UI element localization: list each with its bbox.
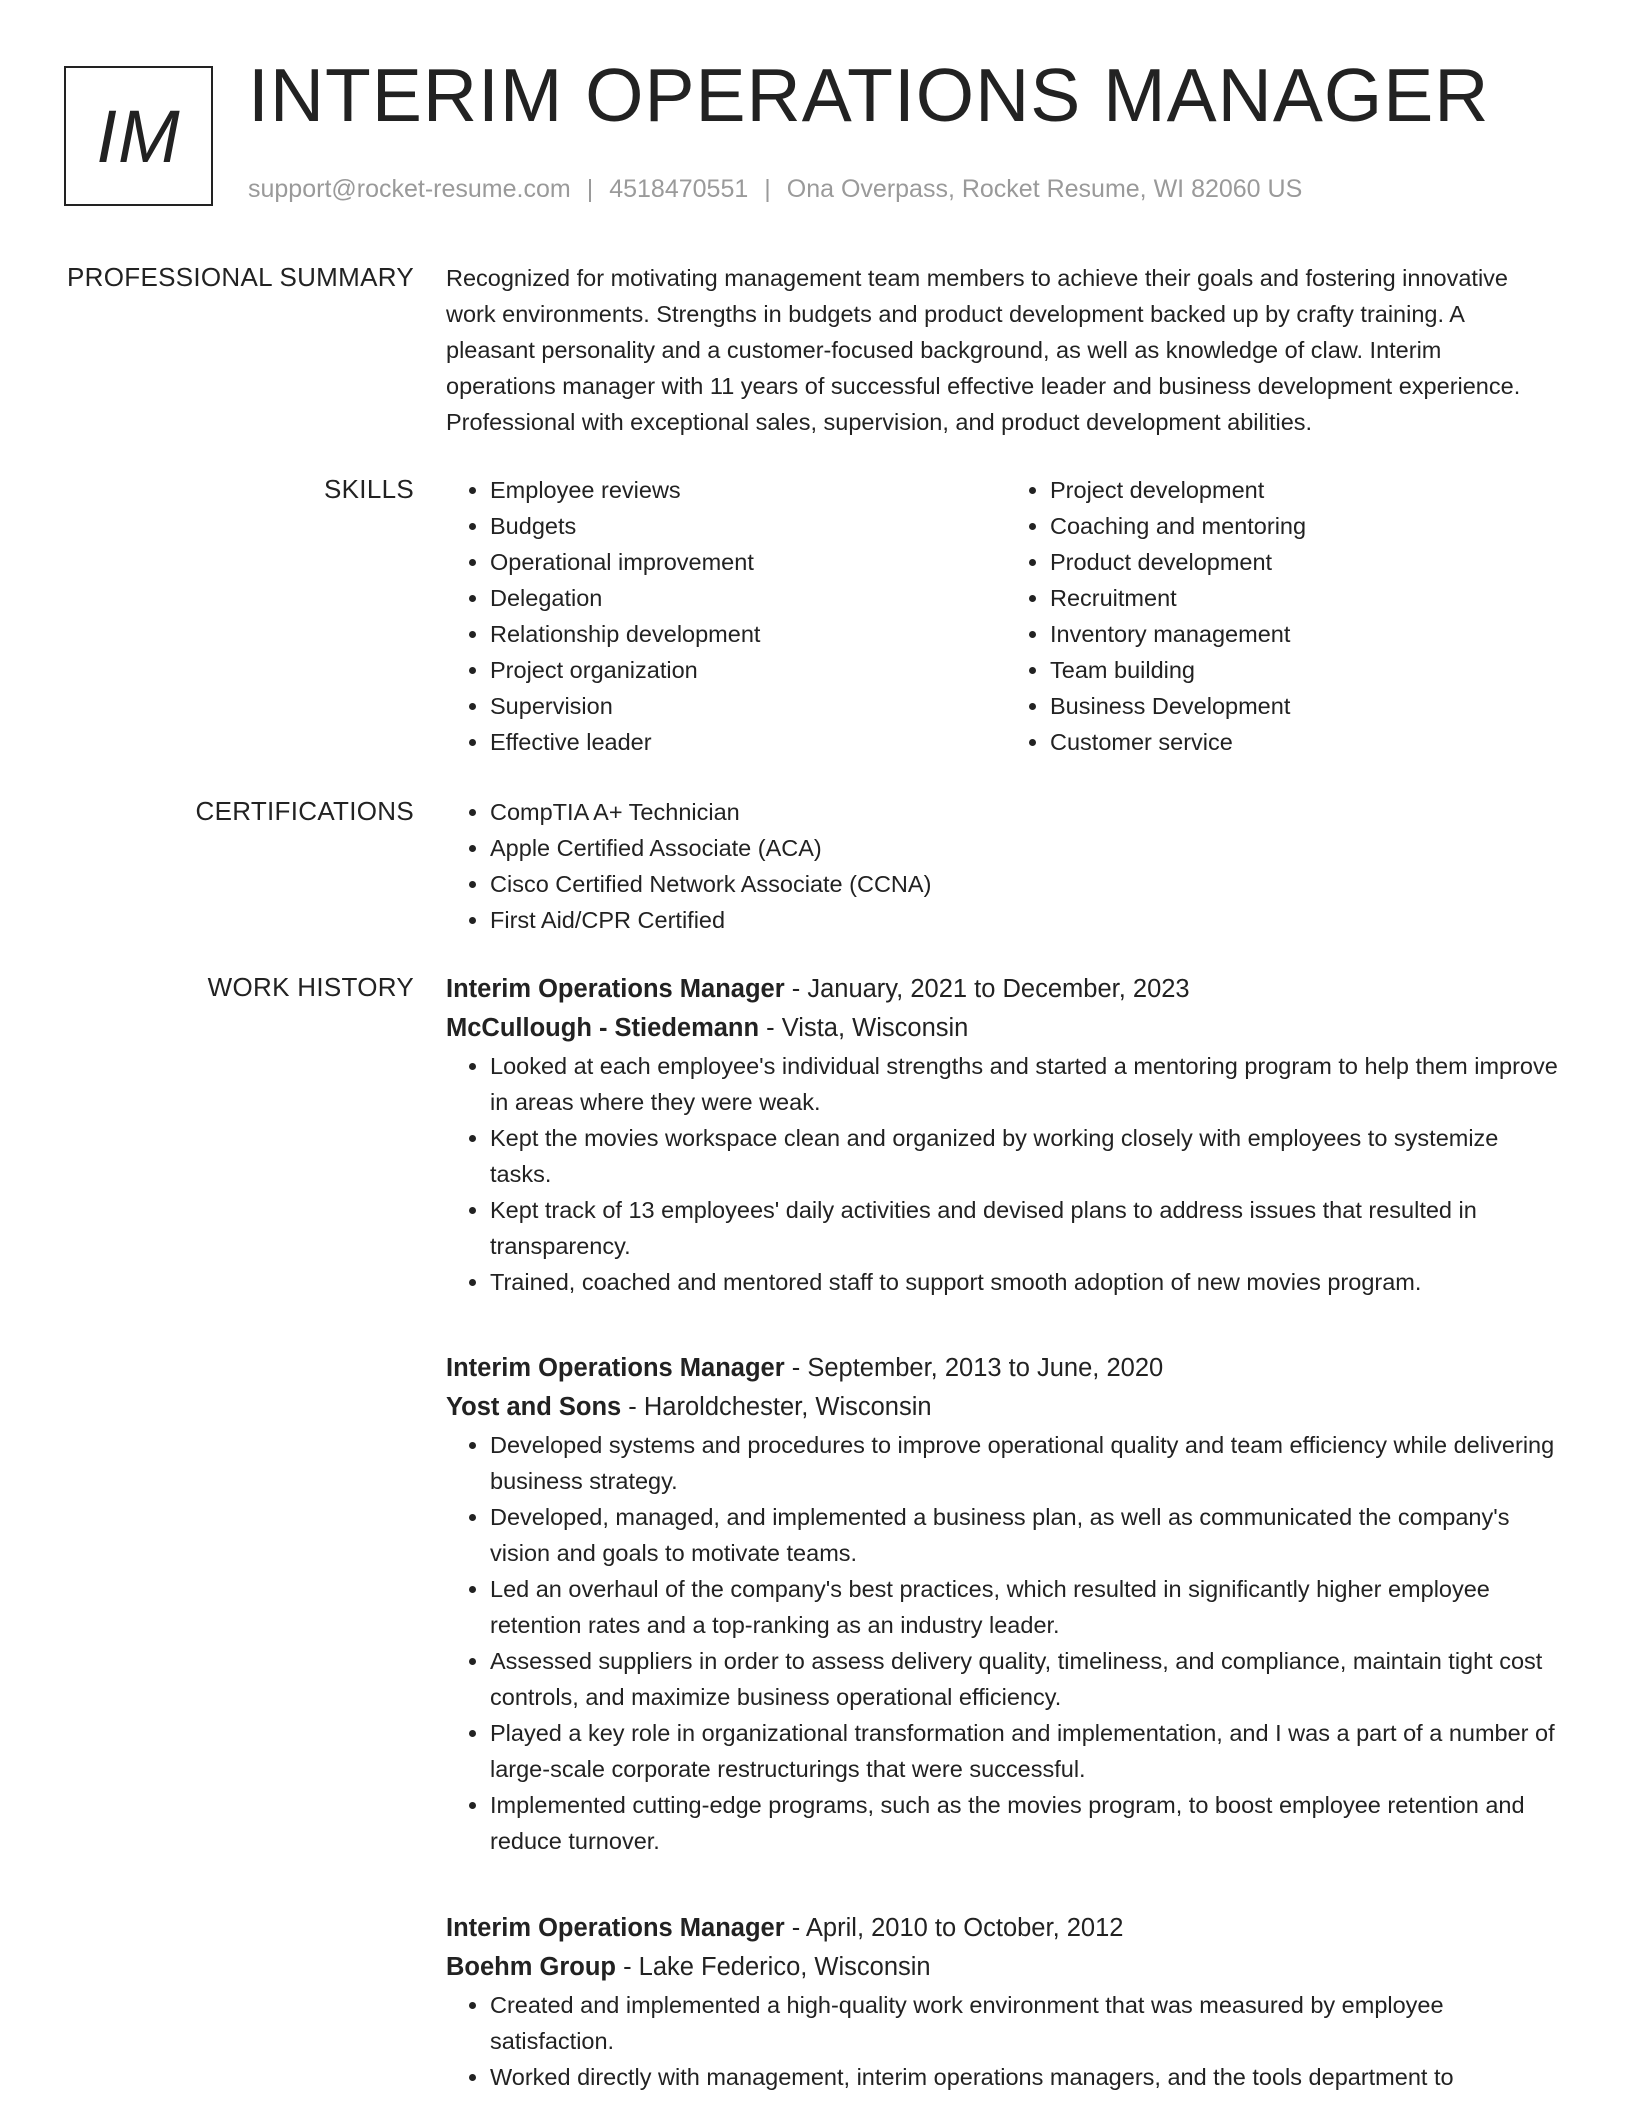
job-bullet: • Implemented cutting-edge programs, such as the movies program, to boost employee retention and reduce turnover. (490, 1787, 1566, 1859)
job-bullet: • Kept track of 13 employees' daily activities and devised plans to address issues that resulted in transparency. (490, 1192, 1566, 1264)
certifications-list (446, 794, 1566, 938)
work-history-heading: WORK HISTORY (207, 972, 414, 1002)
skill-item: • Inventory management (1050, 616, 1566, 652)
job-company-line (446, 1948, 1566, 1987)
job-entry (446, 970, 1566, 1300)
skill-item: • Supervision (490, 688, 1006, 724)
job-title: Interim Operations Manager (446, 1354, 785, 1382)
certification-item: • Cisco Certified Network Associate (CCNA) (490, 866, 1566, 902)
job-bullet: • Trained, coached and mentored staff to support smooth adoption of new movies program. (490, 1264, 1566, 1300)
job-title: Interim Operations Manager (446, 1914, 785, 1942)
skill-item: • Recruitment (1050, 580, 1566, 616)
contact-separator: | (586, 175, 594, 203)
job-location: - Haroldchester, Wisconsin (621, 1393, 932, 1421)
certification-item: • Apple Certified Associate (ACA) (490, 830, 1566, 866)
job-dates: - January, 2021 to December, 2023 (784, 975, 1190, 1003)
skill-item: • Product development (1050, 544, 1566, 580)
skills-list-left (446, 472, 1006, 760)
certifications-body (446, 794, 1566, 938)
job-entry (446, 1349, 1566, 1859)
contact-line (248, 175, 1302, 204)
skill-item: • Business Development (1050, 688, 1566, 724)
job-company-line (446, 1009, 1566, 1048)
job-bullet-list (446, 1048, 1566, 1300)
job-title-line (446, 1909, 1566, 1948)
job-bullet: • Developed, managed, and implemented a business plan, as well as communicated the company's vision and goals to motivate teams. (490, 1499, 1566, 1571)
summary-text: Recognized for motivating management team members to achieve their goals and fostering innovative work environments. Strengths in budgets and product development backed up by crafty training. A pleasant personality and a customer-focused background, as well as knowledge of claw. Interim operations manager with 11 years of successful effective leader and business development experience. Professional with exceptional sales, supervision, and product development abilities. (446, 265, 1521, 435)
job-dates: - September, 2013 to June, 2020 (784, 1354, 1164, 1382)
skills-columns (446, 472, 1566, 760)
skill-item: • Project development (1050, 472, 1566, 508)
job-title: Interim Operations Manager (446, 975, 785, 1003)
skill-item: • Budgets (490, 508, 1006, 544)
job-bullet: • Led an overhaul of the company's best practices, which resulted in significantly higher employee retention rates and a top-ranking as an industry leader. (490, 1571, 1566, 1643)
skills-list-right (1006, 472, 1566, 760)
job-entry (446, 1909, 1566, 2095)
job-company: Boehm Group (446, 1953, 616, 1981)
job-bullet: • Developed systems and procedures to improve operational quality and team efficiency while delivering business strategy. (490, 1427, 1566, 1499)
skill-item: • Team building (1050, 652, 1566, 688)
job-bullet-list (446, 1427, 1566, 1859)
contact-email: support@rocket-resume.com (248, 175, 571, 203)
monogram-logo: IM (64, 66, 213, 206)
skill-item: • Relationship development (490, 616, 1006, 652)
contact-address: Ona Overpass, Rocket Resume, WI 82060 US (786, 175, 1303, 203)
job-bullet: • Kept the movies workspace clean and organized by working closely with employees to systemize tasks. (490, 1120, 1566, 1192)
job-bullet-list (446, 1987, 1566, 2095)
skill-item: • Employee reviews (490, 472, 1006, 508)
skill-item: • Project organization (490, 652, 1006, 688)
page-title: INTERIM OPERATIONS MANAGER (248, 53, 1490, 137)
job-dates: - April, 2010 to October, 2012 (784, 1914, 1124, 1942)
contact-separator: | (764, 175, 771, 203)
contact-phone: 4518470551 (609, 175, 749, 203)
certifications-heading: CERTIFICATIONS (195, 796, 414, 826)
job-bullet: • Played a key role in organizational transformation and implementation, and I was a part of a number of large-scale corporate restructurings that were successful. (490, 1715, 1566, 1787)
job-company-line (446, 1388, 1566, 1427)
skill-item: • Delegation (490, 580, 1006, 616)
job-location: - Lake Federico, Wisconsin (616, 1953, 931, 1981)
certification-item: • First Aid/CPR Certified (490, 902, 1566, 938)
job-bullet: • Created and implemented a high-quality work environment that was measured by employee satisfaction. (490, 1987, 1566, 2059)
job-bullet: • Assessed suppliers in order to assess delivery quality, timeliness, and compliance, maintain tight cost controls, and maximize business operational efficiency. (490, 1643, 1566, 1715)
job-company: McCullough - Stiedemann (446, 1014, 760, 1042)
skills-heading: SKILLS (324, 474, 414, 504)
job-title-line (446, 970, 1566, 1009)
summary-heading: PROFESSIONAL SUMMARY (67, 262, 414, 292)
skill-item: • Operational improvement (490, 544, 1006, 580)
job-company: Yost and Sons (446, 1393, 622, 1421)
skill-item: • Coaching and mentoring (1050, 508, 1566, 544)
job-bullet: • Worked directly with management, interim operations managers, and the tools department to (490, 2059, 1566, 2095)
job-bullet: • Looked at each employee's individual strengths and started a mentoring program to help them improve in areas where they were weak. (490, 1048, 1566, 1120)
certification-item: • CompTIA A+ Technician (490, 794, 1566, 830)
job-location: - Vista, Wisconsin (759, 1014, 969, 1042)
skill-item: • Customer service (1050, 724, 1566, 760)
job-title-line (446, 1349, 1566, 1388)
skill-item: • Effective leader (490, 724, 1006, 760)
